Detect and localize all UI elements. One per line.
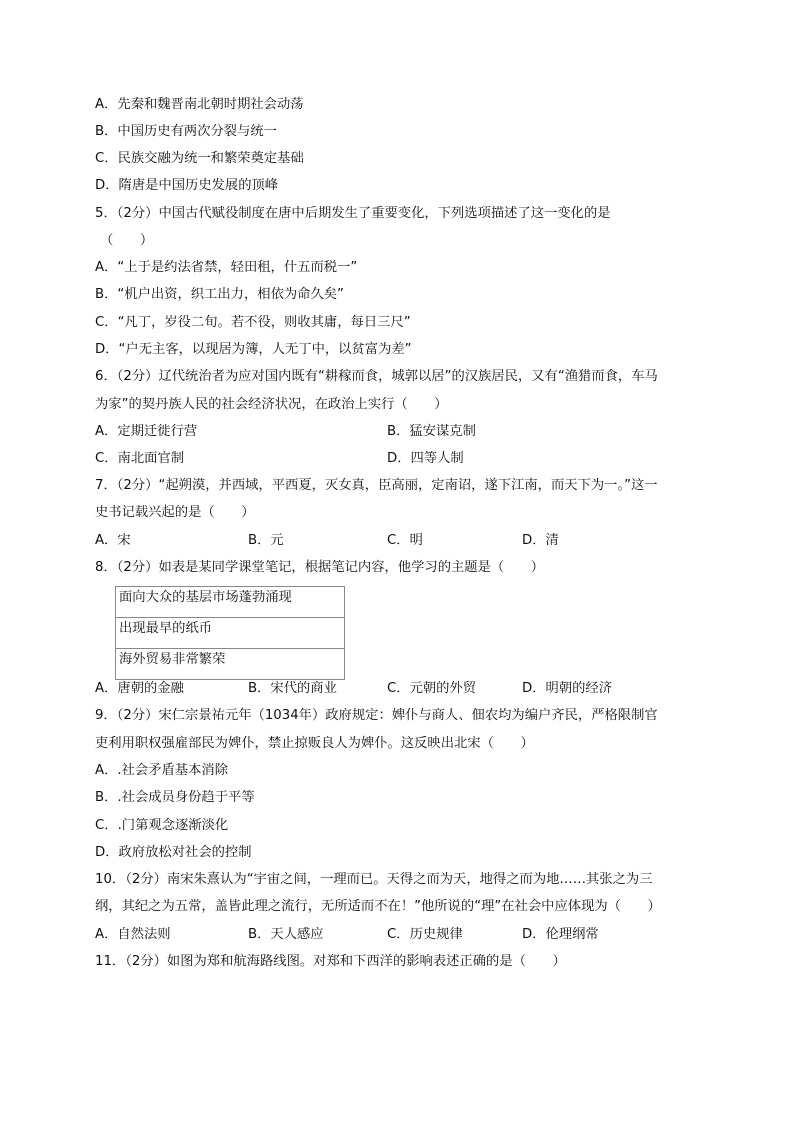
q10-option-a: A．自然法则 bbox=[95, 927, 171, 942]
q7-option-b: B．元 bbox=[248, 533, 284, 548]
q6-option-a: A．定期迁徙行营 bbox=[95, 424, 198, 439]
q9-option-d: D．政府放松对社会的控制 bbox=[95, 845, 252, 860]
q8-option-b: B．宋代的商业 bbox=[248, 681, 337, 696]
table-cell: 海外贸易非常繁荣 bbox=[116, 649, 345, 680]
q4-option-a: A．先秦和魏晋南北朝时期社会动荡 bbox=[95, 97, 304, 112]
q10-stem: 10．（2分）南宋朱熹认为“宇宙之间，一理而已。天得之而为天，地得之而为地……其张之为三 bbox=[95, 872, 653, 887]
q8-option-d: D．明朝的经济 bbox=[522, 681, 613, 696]
q5-option-a: A．“上于是约法省禁，轻田租，什五而税一” bbox=[95, 260, 358, 275]
q7-option-a: A．宋 bbox=[95, 533, 131, 548]
q4-option-c: C．民族交融为统一和繁荣奠定基础 bbox=[95, 151, 304, 166]
q6-stem: 6．（2分）辽代统治者为应对国内既有“耕稼而食，城郭以居”的汉族居民，又有“渔猎而食，车马 bbox=[95, 369, 658, 384]
q7-option-d: D．清 bbox=[522, 533, 559, 548]
q5-answer-blank: （ ） bbox=[100, 233, 154, 248]
q9-option-c: C．.门第观念逐渐淡化 bbox=[95, 818, 229, 833]
q4-option-b: B．中国历史有两次分裂与统一 bbox=[95, 124, 277, 139]
q8-option-c: C．元朝的外贸 bbox=[387, 681, 477, 696]
q9-stem-cont: 吏利用职权强雇部民为婢仆，禁止掠贩良人为婢仆。这反映出北宋（ ） bbox=[95, 736, 534, 751]
q5-stem: 5．（2分）中国古代赋役制度在唐中后期发生了重要变化，下列选项描述了这一变化的是 bbox=[95, 206, 611, 221]
q6-option-d: D．四等人制 bbox=[387, 451, 464, 466]
q10-option-d: D．伦理纲常 bbox=[522, 927, 599, 942]
q8-stem: 8．（2分）如表是某同学课堂笔记，根据笔记内容，他学习的主题是（ ） bbox=[95, 560, 545, 575]
q9-option-a: A．.社会矛盾基本消除 bbox=[95, 763, 228, 778]
table-cell: 面向大众的基层市场蓬勃涌现 bbox=[116, 587, 345, 618]
q11-stem: 11．（2分）如图为郑和航海路线图。对郑和下西洋的影响表述正确的是（ ） bbox=[95, 954, 566, 969]
q6-option-b: B．猛安谋克制 bbox=[387, 424, 476, 439]
q9-option-b: B．.社会成员身份趋于平等 bbox=[95, 790, 255, 805]
table-cell: 出现最早的纸币 bbox=[116, 618, 345, 649]
table-row bbox=[116, 618, 345, 649]
q6-option-c: C．南北面官制 bbox=[95, 451, 185, 466]
q4-option-d: D．隋唐是中国历史发展的顶峰 bbox=[95, 178, 279, 193]
q6-stem-cont: 为家”的契丹族人民的社会经济状况，在政治上实行（ ） bbox=[95, 397, 448, 412]
notes-table bbox=[115, 586, 345, 680]
q5-option-b: B．“机户出资，织工出力，相依为命久矣” bbox=[95, 287, 344, 302]
q7-option-c: C．明 bbox=[387, 533, 423, 548]
q10-option-c: C．历史规律 bbox=[387, 927, 463, 942]
q7-stem: 7．（2分）“起朔漠，并西域，平西夏，灭女真，臣高丽，定南诏，遂下江南，而天下为一。”这一 bbox=[95, 478, 658, 493]
q7-stem-cont: 史书记载兴起的是（ ） bbox=[95, 505, 255, 520]
q5-option-d: D．“户无主客，以现居为簿，人无丁中，以贫富为差” bbox=[95, 342, 412, 357]
table-row bbox=[116, 649, 345, 680]
table-row bbox=[116, 587, 345, 618]
q5-option-c: C．“凡丁，岁役二旬。若不役，则收其庸，每日三尺” bbox=[95, 315, 411, 330]
q9-stem: 9．（2分）宋仁宗景祐元年（1034年）政府规定：婢仆与商人、佃农均为编户齐民，严格限制官 bbox=[95, 708, 658, 723]
q10-option-b: B．天人感应 bbox=[248, 927, 324, 942]
q10-stem-cont: 纲，其纪之为五常，盖皆此理之流行，无所适而不在！”他所说的“理”在社会中应体现为（ ） bbox=[95, 899, 661, 914]
q8-option-a: A．唐朝的金融 bbox=[95, 681, 184, 696]
